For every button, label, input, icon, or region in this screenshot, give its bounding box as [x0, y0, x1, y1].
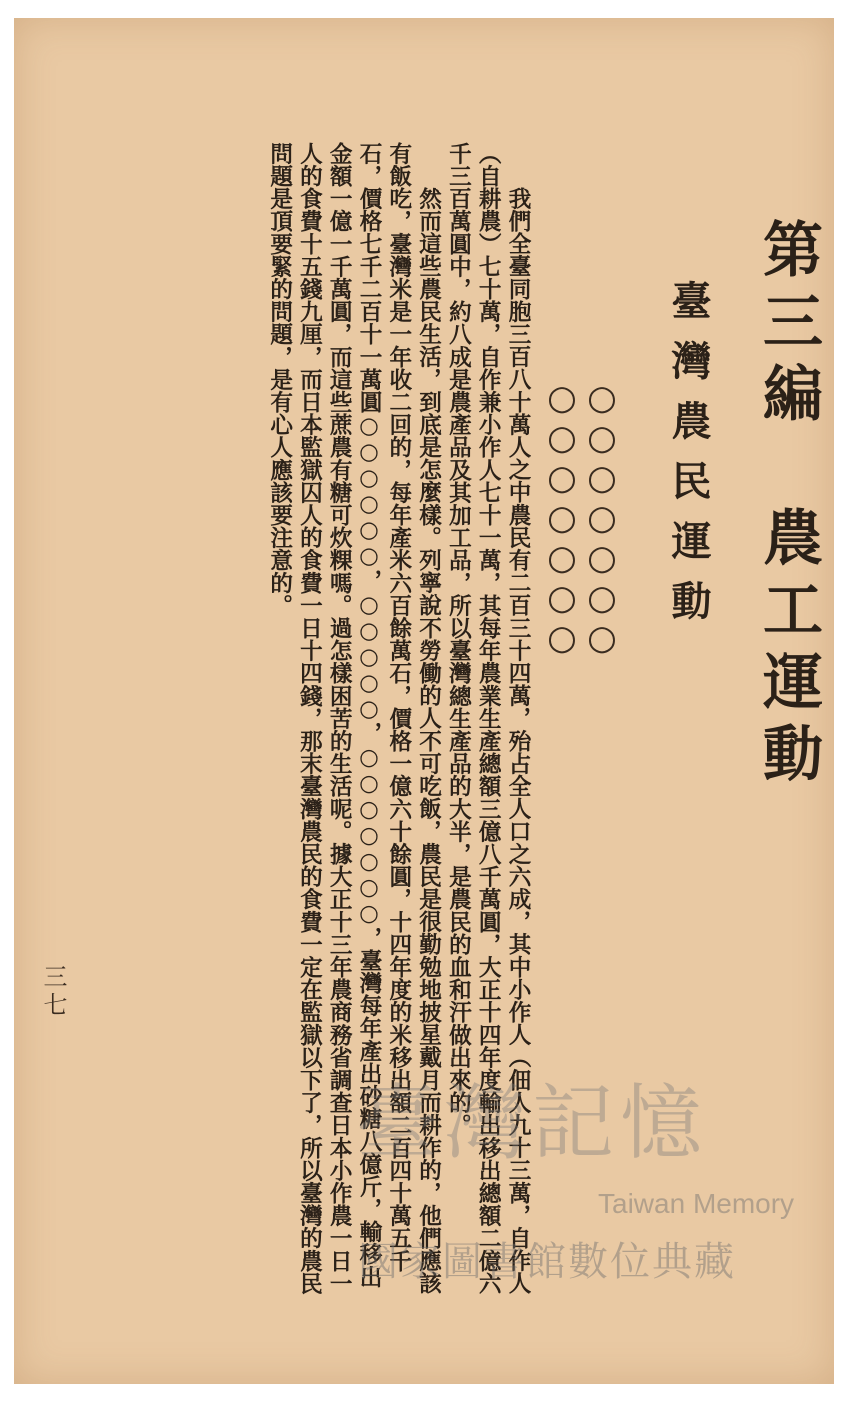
- author-line: [542, 378, 622, 658]
- paragraph: 然而這些農民生活，到底是怎麼樣。列寧說不勞働的人不可吃飯，農民是很勤勉地披星戴月而耕作的，他們應該有飯吃，臺灣米是一年收二回的，每年產米六百餘萬石，價格一億六十餘圓，十四年度的米移出額二百四十萬五千石，價格七千二百十一萬圓○○○○○○，○○○○○，○○○○○○○，臺灣每年產出砂糖八億斤，輸移出金額一億一千萬圓，而這些蔗農有糖可炊粿嗎。過怎樣困苦的生活呢。據大正十三年農商務省調查日本小作農一日一人的食費十五錢九厘，而日本監獄囚人的食費一日十四錢，那末臺灣農民的食費一定在監獄以下了，所以臺灣的農民問題是頂要緊的問題，是有心人應該要注意的。: [266, 142, 442, 1295]
- watermark-chinese: 國家圖書館數位典藏: [358, 1239, 736, 1285]
- section-title: 臺灣農民運動: [665, 280, 712, 640]
- page-number: 三七: [39, 964, 67, 1020]
- watermark-english: Taiwan Memory: [598, 1188, 795, 1219]
- watermark-logo-text: 臺灣記憶: [356, 1076, 709, 1171]
- author-placeholder: ○○○○○○○: [542, 378, 582, 658]
- chapter-title: 第三編 農工運動: [753, 218, 823, 794]
- book-page: [14, 18, 834, 1384]
- author-placeholder: ○○○○○○○: [582, 378, 622, 658]
- paragraph: 我們全臺同胞三百八十萬人之中農民有二百三十四萬，殆占全人口之六成，其中小作人（佃人九十三萬，自作人（自耕農）七十萬，自作兼小作人七十一萬，其每年農業生產總額三億八千萬圓，大正十四年度輸出移出總額二億六千三百萬圓中，約八成是農產品及其加工品，所以臺灣總生產品的大半，是農民的血和汗做出來的。: [445, 142, 531, 1295]
